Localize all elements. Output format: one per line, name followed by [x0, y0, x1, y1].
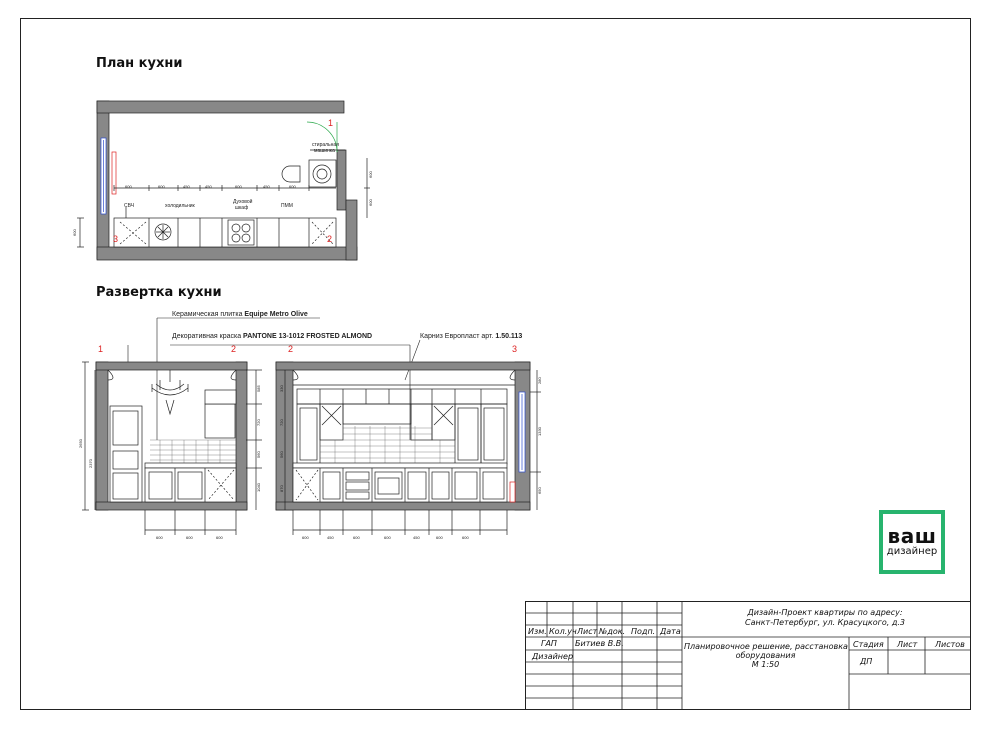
elev-right-marker-3: 3 [512, 344, 518, 354]
left-dim-v-2: 720 [256, 419, 261, 426]
plan-label-oven-2: шкаф [235, 205, 249, 211]
plan-wall-right-upper [337, 150, 346, 210]
stamp-scale: М 1:50 [751, 660, 780, 669]
stamp-name-gap: Битиев В.В. [575, 639, 624, 648]
plan-label-svch: СВЧ [124, 203, 135, 209]
elevation-markers [98, 344, 517, 354]
note-cornice: Карниз Европласт арт. 1.50.113 [420, 333, 523, 340]
plan-label-washer-2: машинка [314, 148, 335, 154]
note-tile: Керамическая плитка Equipe Metro Olive [172, 311, 308, 318]
logo-wordmark: ваш [887, 524, 937, 548]
left-dim-bottom-3: 600 [216, 535, 223, 540]
stamp-address-2: Санкт-Петербург, ул. Красуцкого, д.3 [745, 618, 905, 627]
plan-dim-left: 600 [72, 229, 77, 236]
left-dim-bottom-1: 600 [156, 535, 163, 540]
note-paint: Декоративная краска PANTONE 13-1012 FROSTED ALMOND [172, 333, 373, 340]
stamp-col-sheet: Лист [897, 640, 918, 649]
stamp-col-sheets: Листов [935, 640, 965, 649]
plan-dim-top-6: 450 [263, 184, 270, 189]
plan-label-oven-1: Духовой [233, 199, 253, 205]
plan-dim-top-2: 600 [158, 184, 165, 189]
right-dim-v-4: 870 [279, 485, 284, 492]
stamp-header-sign: Подп. [631, 627, 656, 636]
left-dim-bottom-2: 600 [186, 535, 193, 540]
plan-dim-top-3: 450 [183, 184, 190, 189]
left-dim-total-1: 2650 [78, 439, 83, 448]
left-dim-total-2: 2370 [88, 459, 93, 468]
stamp-role-designer: Дизайнер [532, 652, 574, 661]
plan-marker-1: 1 [328, 118, 334, 128]
left-dim-v-1: 585 [256, 385, 261, 392]
plan-wall-top [97, 101, 344, 113]
plan-marker-3: 3 [113, 234, 119, 244]
plan-counter [114, 218, 336, 247]
stamp-desc-2: оборудования [735, 651, 796, 660]
right-dim-bottom-6: 600 [436, 535, 443, 540]
left-dim-v-3: 560 [256, 451, 261, 458]
plan-dim-side-1: 600 [368, 171, 373, 178]
plan-dim-side-2: 600 [368, 199, 373, 206]
plan-dim-top-5: 600 [235, 184, 242, 189]
left-elevation [82, 362, 262, 535]
right-elevation-dims [279, 377, 542, 540]
right-dim-bottom-2: 450 [327, 535, 334, 540]
stamp-header-izm: Изм. [528, 627, 547, 636]
elevation-title: Развертка кухни [96, 285, 222, 300]
right-dim-bottom-3: 600 [353, 535, 360, 540]
plan-wall-right-lower [346, 200, 357, 260]
plan-title: План кухни [96, 56, 183, 71]
right-side-dim-1: 280 [537, 377, 542, 384]
right-elevation [276, 362, 541, 535]
plan-label-pmm: ПММ [281, 203, 293, 209]
right-dim-v-1: 330 [279, 385, 284, 392]
right-dim-bottom-4: 600 [384, 535, 391, 540]
right-side-dim-3: 650 [537, 487, 542, 494]
stamp-col-stage: Стадия [853, 640, 884, 649]
right-dim-bottom-5: 450 [413, 535, 420, 540]
plan-label-fridge: холодильник [165, 203, 195, 209]
plan-wall-bottom [97, 247, 357, 260]
plan-label-washer-1: стиральная [312, 142, 339, 148]
logo-subtitle: дизайнер [886, 546, 938, 557]
elev-right-marker-2: 2 [288, 344, 294, 354]
stamp-header-koluch: Кол.уч [549, 627, 577, 636]
elevation-note-text [172, 311, 522, 340]
plan-dim-top-7: 600 [289, 184, 296, 189]
plan-dim-top-4: 450 [205, 184, 212, 189]
stamp-role-gap: ГАП [541, 639, 557, 648]
stamp-desc-1: Планировочное решение, расстановка [684, 642, 848, 651]
left-dim-v-4: 1040 [256, 483, 261, 492]
title-block-frame [525, 601, 971, 710]
brand-logo [879, 510, 945, 574]
plan-marker-2: 2 [327, 234, 333, 244]
stamp-header-list: Лист [577, 627, 598, 636]
right-dim-v-3: 560 [279, 451, 284, 458]
stamp-header-date: Дата [660, 627, 681, 636]
right-dim-bottom-7: 600 [462, 535, 469, 540]
stamp-header-doc: №док. [599, 627, 626, 636]
chandelier-icon [152, 370, 188, 414]
stamp-address-1: Дизайн-Проект квартиры по адресу: [747, 608, 903, 617]
right-dim-bottom-1: 600 [302, 535, 309, 540]
elev-left-marker-2: 2 [231, 344, 237, 354]
right-side-dim-2: 1330 [537, 427, 542, 436]
stamp-stage-value: ДП [860, 657, 873, 666]
right-dim-v-2: 720 [279, 419, 284, 426]
elev-left-marker-1: 1 [98, 344, 104, 354]
plan-dim-top-1: 600 [125, 184, 132, 189]
